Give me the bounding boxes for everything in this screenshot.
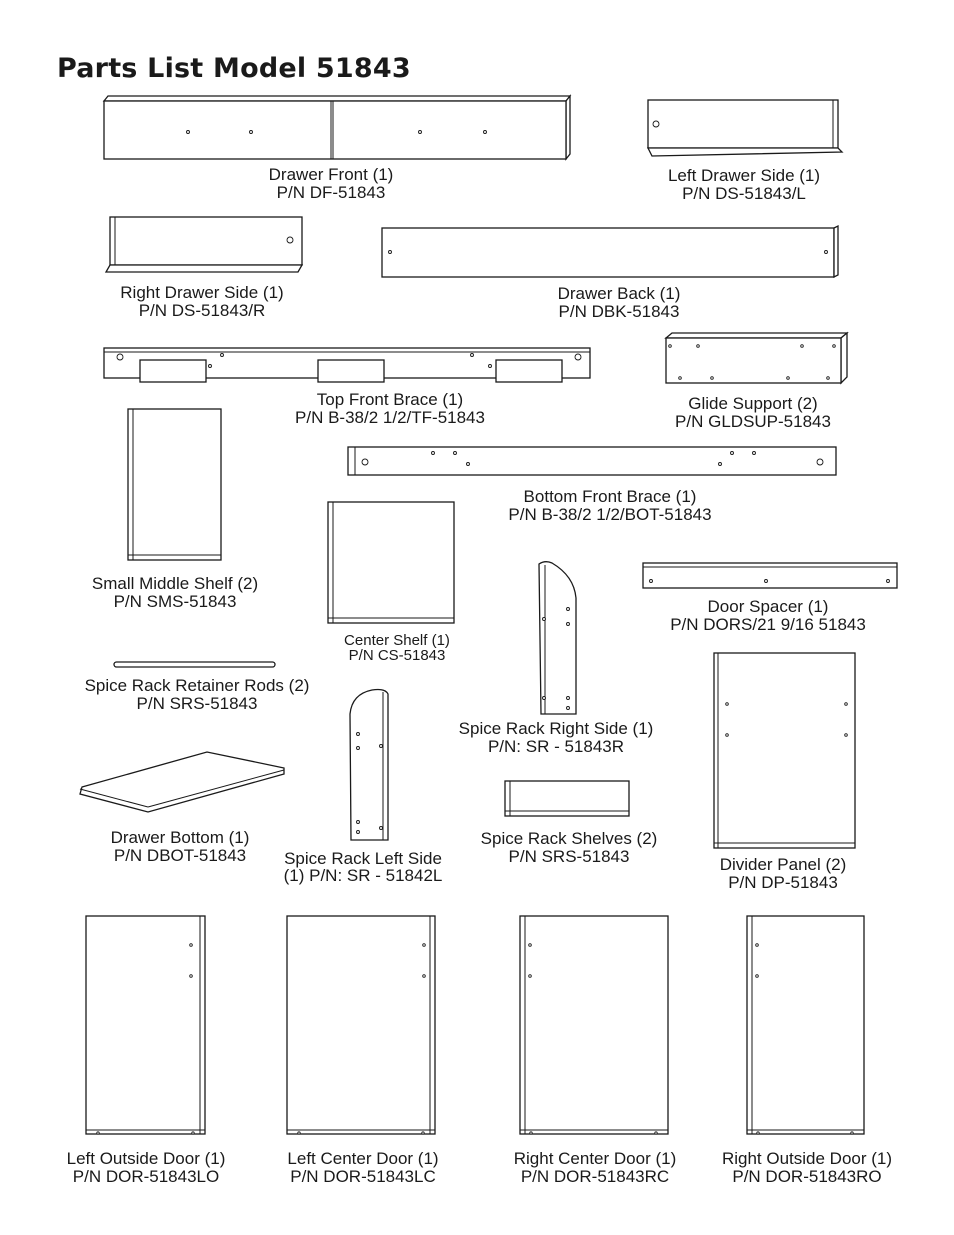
spice-rack-retainer-rod-drawing (114, 662, 275, 667)
drawer-bottom-label: Drawer Bottom (1) P/N DBOT-51843 (110, 828, 250, 865)
bottom-front-brace-label: Bottom Front Brace (1) P/N B-38/2 1/2/BOT-51843 (508, 487, 712, 524)
small-middle-shelf-drawing (128, 409, 221, 560)
spice-rack-shelves-label: Spice Rack Shelves (2) P/N SRS-51843 (480, 829, 658, 866)
spice-rack-shelves-drawing (505, 781, 629, 816)
divider-panel-drawing (714, 653, 855, 848)
spice-rack-retainer-rods-label: Spice Rack Retainer Rods (2) P/N SRS-51843 (84, 676, 310, 713)
right-drawer-side-label: Right Drawer Side (1) P/N DS-51843/R (120, 283, 284, 320)
spice-rack-left-side-label: Spice Rack Left Side (1) P/N: SR - 51842L (283, 849, 443, 885)
left-outside-door-drawing (86, 916, 205, 1134)
right-center-door-drawing (520, 916, 668, 1134)
left-outside-door-label: Left Outside Door (1) P/N DOR-51843LO (66, 1149, 226, 1186)
drawer-front-label: Drawer Front (1) P/N DF-51843 (268, 165, 394, 202)
divider-panel-label: Divider Panel (2) P/N DP-51843 (719, 855, 847, 892)
left-center-door-drawing (287, 916, 435, 1134)
spice-rack-right-side-label: Spice Rack Right Side (1) P/N: SR - 51843R (458, 719, 654, 756)
glide-support-drawing (666, 333, 847, 383)
right-center-door-label: Right Center Door (1) P/N DOR-51843RC (513, 1149, 677, 1186)
spice-rack-left-side-drawing (350, 690, 388, 841)
drawer-bottom-drawing (80, 752, 284, 812)
right-outside-door-label: Right Outside Door (1) P/N DOR-51843RO (721, 1149, 893, 1186)
glide-support-label: Glide Support (2) P/N GLDSUP-51843 (675, 394, 831, 431)
drawer-front-drawing (104, 96, 570, 159)
left-drawer-side-drawing (648, 100, 842, 156)
top-front-brace-label: Top Front Brace (1) P/N B-38/2 1/2/TF-51843 (295, 390, 485, 427)
bottom-front-brace-drawing (348, 447, 836, 475)
door-spacer-drawing (643, 563, 897, 588)
left-center-door-label: Left Center Door (1) P/N DOR-51843LC (287, 1149, 439, 1186)
page-title: Parts List Model 51843 (57, 53, 411, 84)
center-shelf-label: Center Shelf (1) P/N CS-51843 (344, 632, 450, 664)
center-shelf-drawing (328, 502, 454, 623)
drawer-back-label: Drawer Back (1) P/N DBK-51843 (557, 284, 681, 321)
small-middle-shelf-label: Small Middle Shelf (2) P/N SMS-51843 (91, 574, 259, 611)
right-drawer-side-drawing (106, 217, 302, 272)
spice-rack-right-side-drawing (539, 562, 576, 714)
left-drawer-side-label: Left Drawer Side (1) P/N DS-51843/L (667, 166, 821, 203)
top-front-brace-drawing (104, 348, 590, 382)
door-spacer-label: Door Spacer (1) P/N DORS/21 9/16 51843 (670, 597, 866, 634)
drawer-back-drawing (382, 226, 838, 277)
right-outside-door-drawing (747, 916, 864, 1134)
